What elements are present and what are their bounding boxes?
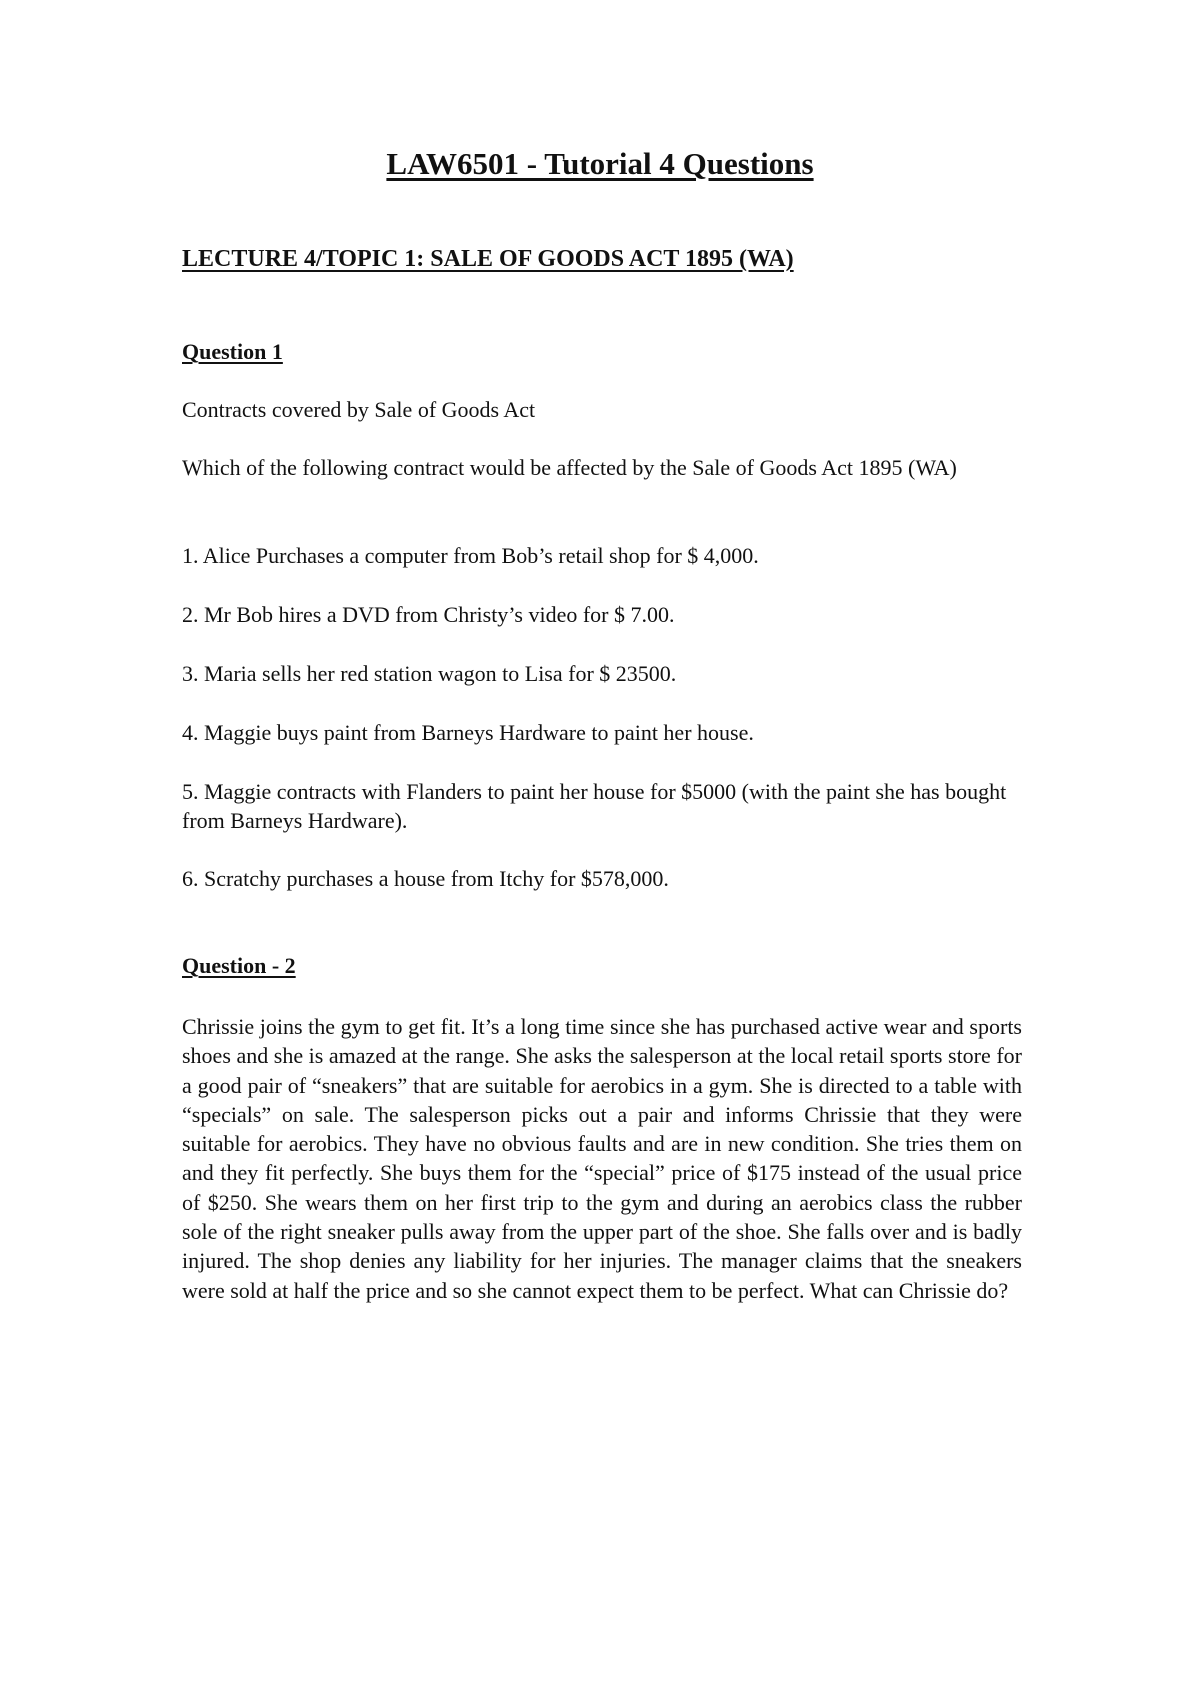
question-1-item: 2. Mr Bob hires a DVD from Christy’s video for $ 7.00. [182, 602, 675, 627]
question-1-item: 3. Maria sells her red station wagon to Lisa for $ 23500. [182, 661, 677, 686]
question-1-prompt: Which of the following contract would be affected by the Sale of Goods Act 1895 (WA) [182, 455, 957, 480]
question-1-intro: Contracts covered by Sale of Goods Act [182, 397, 536, 422]
question-1-item: 6. Scratchy purchases a house from Itchy for $578,000. [182, 866, 669, 891]
question-2-heading: Question - 2 [182, 953, 296, 978]
section-heading: LECTURE 4/TOPIC 1: SALE OF GOODS ACT 1895 (WA) [182, 246, 794, 272]
question-1-heading: Question 1 [182, 339, 283, 364]
question-1-item: 1. Alice Purchases a computer from Bob’s retail shop for $ 4,000. [182, 543, 759, 568]
question-1-item: 4. Maggie buys paint from Barneys Hardware to paint her house. [182, 720, 754, 745]
question-2-body: Chrissie joins the gym to get fit. It’s a long time since she has purchased active wear and sports shoes and she is amazed at the range. She asks the salesperson at the local retail sports store for a good pair of “sneakers” that are suitable for aerobics in a gym. She is directed to a table with “specials” on sale. The salesperson picks out a pair and informs Chrissie that they were suitable for aerobics. They have no obvious faults and are in new condition. She tries them on and they fit perfectly. She buys them for the “special” price of $175 instead of the usual price of $250. She wears them on her first trip to the gym and during an aerobics class the rubber sole of the right sneaker pulls away from the upper part of the shoe. She falls over and is badly injured. The shop denies any liability for her injuries. The manager claims that the sneakers were sold at half the price and so she cannot expect them to be perfect. What can Chrissie do? [182, 1014, 1022, 1303]
document-title: LAW6501 - Tutorial 4 Questions [386, 146, 814, 181]
question-1-item: 5. Maggie contracts with Flanders to paint her house for $5000 (with the paint she has bought from Barneys Hardware). [182, 779, 1007, 833]
